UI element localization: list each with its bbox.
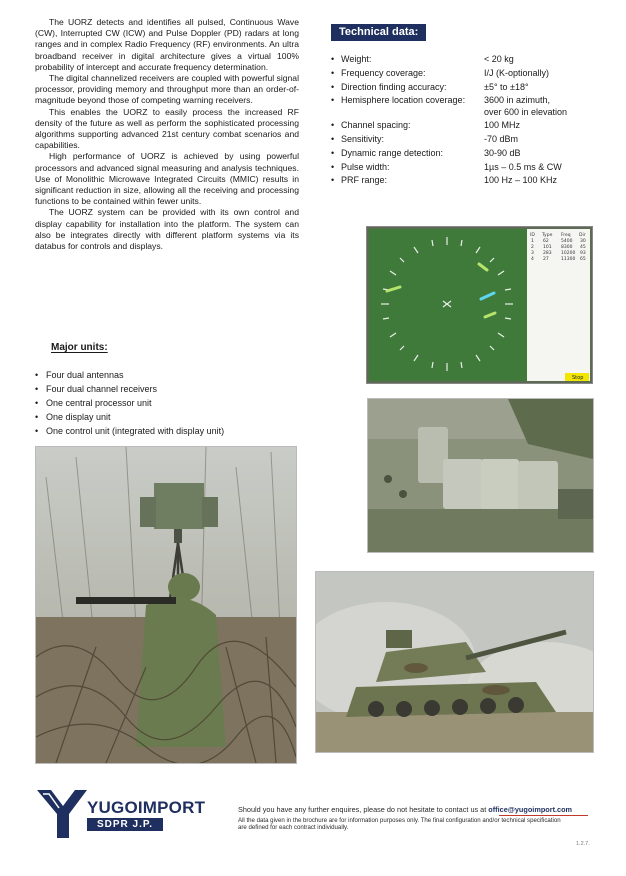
bullet-icon: •	[331, 54, 335, 64]
major-units-title: Major units:	[51, 342, 108, 353]
spec-label: Sensitivity:	[341, 134, 385, 145]
radar-table-cell: 101	[543, 245, 552, 250]
radar-table-header: Dir	[579, 233, 586, 238]
radar-table-cell: 27	[543, 257, 549, 262]
spec-label: Channel spacing:	[341, 120, 411, 131]
footer-divider	[499, 815, 588, 816]
radar-display-image	[366, 226, 593, 384]
bullet-icon: •	[331, 95, 335, 106]
bullet-icon: •	[331, 67, 335, 78]
intro-paragraph: The UORZ system can be provided with its own control and display capability for installation into the platform. The system can also be integrates directly with different platform systems via its databus for controls and displays.	[35, 207, 299, 252]
company-logo	[37, 790, 227, 838]
spec-value: I/J (K-optionally)	[484, 67, 550, 78]
intro-paragraph: The UORZ detects and identifies all pulsed, Continuous Wave (CW), Interrupted CW (ICW) and Pulse Doppler (PD) radars at long ranges and in complex Radio Frequency (RF) environments. An ultra broadband receiver in digital architecture gives a virtual 100% probability of intercept and accurate frequency determination.	[35, 17, 299, 72]
bullet-icon: •	[331, 147, 335, 158]
spec-value: 3600 in azimuth, over 600 in elevation	[484, 95, 568, 117]
logo-main-text: YUGOIMPORT	[87, 798, 206, 817]
spec-value: 100 Hz – 100 KHz	[484, 175, 558, 186]
logo-sub-text: SDPR J.P.	[87, 818, 163, 831]
radar-table-cell: 11300	[561, 257, 576, 262]
intro-paragraph: The digital channelized receivers are coupled with powerful signal processor, providing memory and throughput more than an order-of-magnitude beyond those of competing warning receivers.	[35, 73, 299, 106]
tank-photo	[315, 571, 594, 753]
spec-value: ±5° to ±18°	[484, 81, 529, 92]
radar-table-header: ID	[530, 233, 535, 238]
intro-paragraph: High performance of UORZ is achieved by using powerful processors and advanced signal measuring and analysis techniques. Use of Monolithic Microwave Integrated Circuits (MMIC) results in significant reduction in size, allowing all the receiving and processing functions to be contained within fewer units.	[35, 151, 299, 207]
tank-detail-photo	[367, 398, 594, 553]
spec-label: Dynamic range detection:	[341, 147, 444, 158]
list-item: • Four dual antennas	[35, 368, 224, 382]
list-item: • One control unit (integrated with display unit)	[35, 424, 224, 438]
list-item: • Four dual channel receivers	[35, 382, 224, 396]
contact-text: Should you have any further enquires, please do not hesitate to contact us at	[238, 805, 487, 814]
radar-table-cell: 4	[531, 257, 534, 262]
bullet-icon: •	[331, 120, 335, 131]
email-link[interactable]: office@yugoimport.com	[488, 805, 573, 814]
spec-label: Hemisphere location coverage:	[341, 95, 466, 106]
technical-data-title: Technical data:	[331, 24, 426, 41]
spec-label: PRF range:	[341, 175, 388, 186]
spec-label: Weight:	[341, 54, 372, 64]
footer-contact	[238, 805, 572, 814]
spec-value: -70 dBm	[484, 134, 519, 145]
spec-label: Frequency coverage:	[341, 67, 426, 78]
spec-label: Direction finding accuracy:	[341, 81, 447, 92]
spec-value: 1µs – 0.5 ms & CW	[484, 161, 562, 172]
radar-table-header: Freq	[561, 233, 571, 238]
soldier-antenna-photo	[35, 446, 297, 764]
radar-table-cell: 93	[580, 251, 586, 256]
disclaimer: All the data given in the brochure are for information purposes only. The final configuration and/or technical specification are defined for each contract individually.	[238, 817, 561, 831]
bullet-icon: •	[331, 134, 335, 145]
radar-table-cell: 30	[580, 239, 586, 244]
radar-table-cell: 10200	[561, 251, 576, 256]
spec-value: 30-90 dB	[484, 147, 521, 158]
spec-value: 100 MHz	[484, 120, 521, 131]
bullet-icon: •	[331, 175, 335, 186]
logo-mark-icon	[37, 790, 87, 838]
spec-value: < 20 kg	[484, 54, 514, 64]
radar-table-cell: 283	[543, 251, 552, 256]
radar-table-cell: 3	[531, 251, 534, 256]
radar-display-graphic	[367, 227, 592, 383]
major-units-list	[35, 368, 224, 438]
bullet-icon: •	[331, 81, 335, 92]
radar-table-cell: 65	[580, 257, 586, 262]
page-number: 1.2.7.	[576, 841, 590, 847]
radar-table-cell: 2	[531, 245, 534, 250]
intro-text	[35, 17, 299, 252]
list-item: • One central processor unit	[35, 396, 224, 410]
stop-button-label: Stop	[572, 375, 584, 381]
radar-table-cell: 45	[580, 245, 586, 250]
radar-table-cell: 8300	[561, 245, 573, 250]
intro-paragraph: This enables the UORZ to easily process the increased RF density of the future as well as perform the sophisticated processing algorithms supporting advanced 21st century combat scenarios and capabilities.	[35, 106, 299, 151]
radar-table-header: Type	[542, 233, 553, 238]
radar-table-cell: 62	[543, 239, 549, 244]
bullet-icon: •	[331, 161, 335, 172]
radar-table-cell: 1	[531, 239, 534, 244]
spec-label: Pulse width:	[341, 161, 390, 172]
list-item: • One display unit	[35, 410, 224, 424]
radar-table-cell: 5400	[561, 239, 573, 244]
